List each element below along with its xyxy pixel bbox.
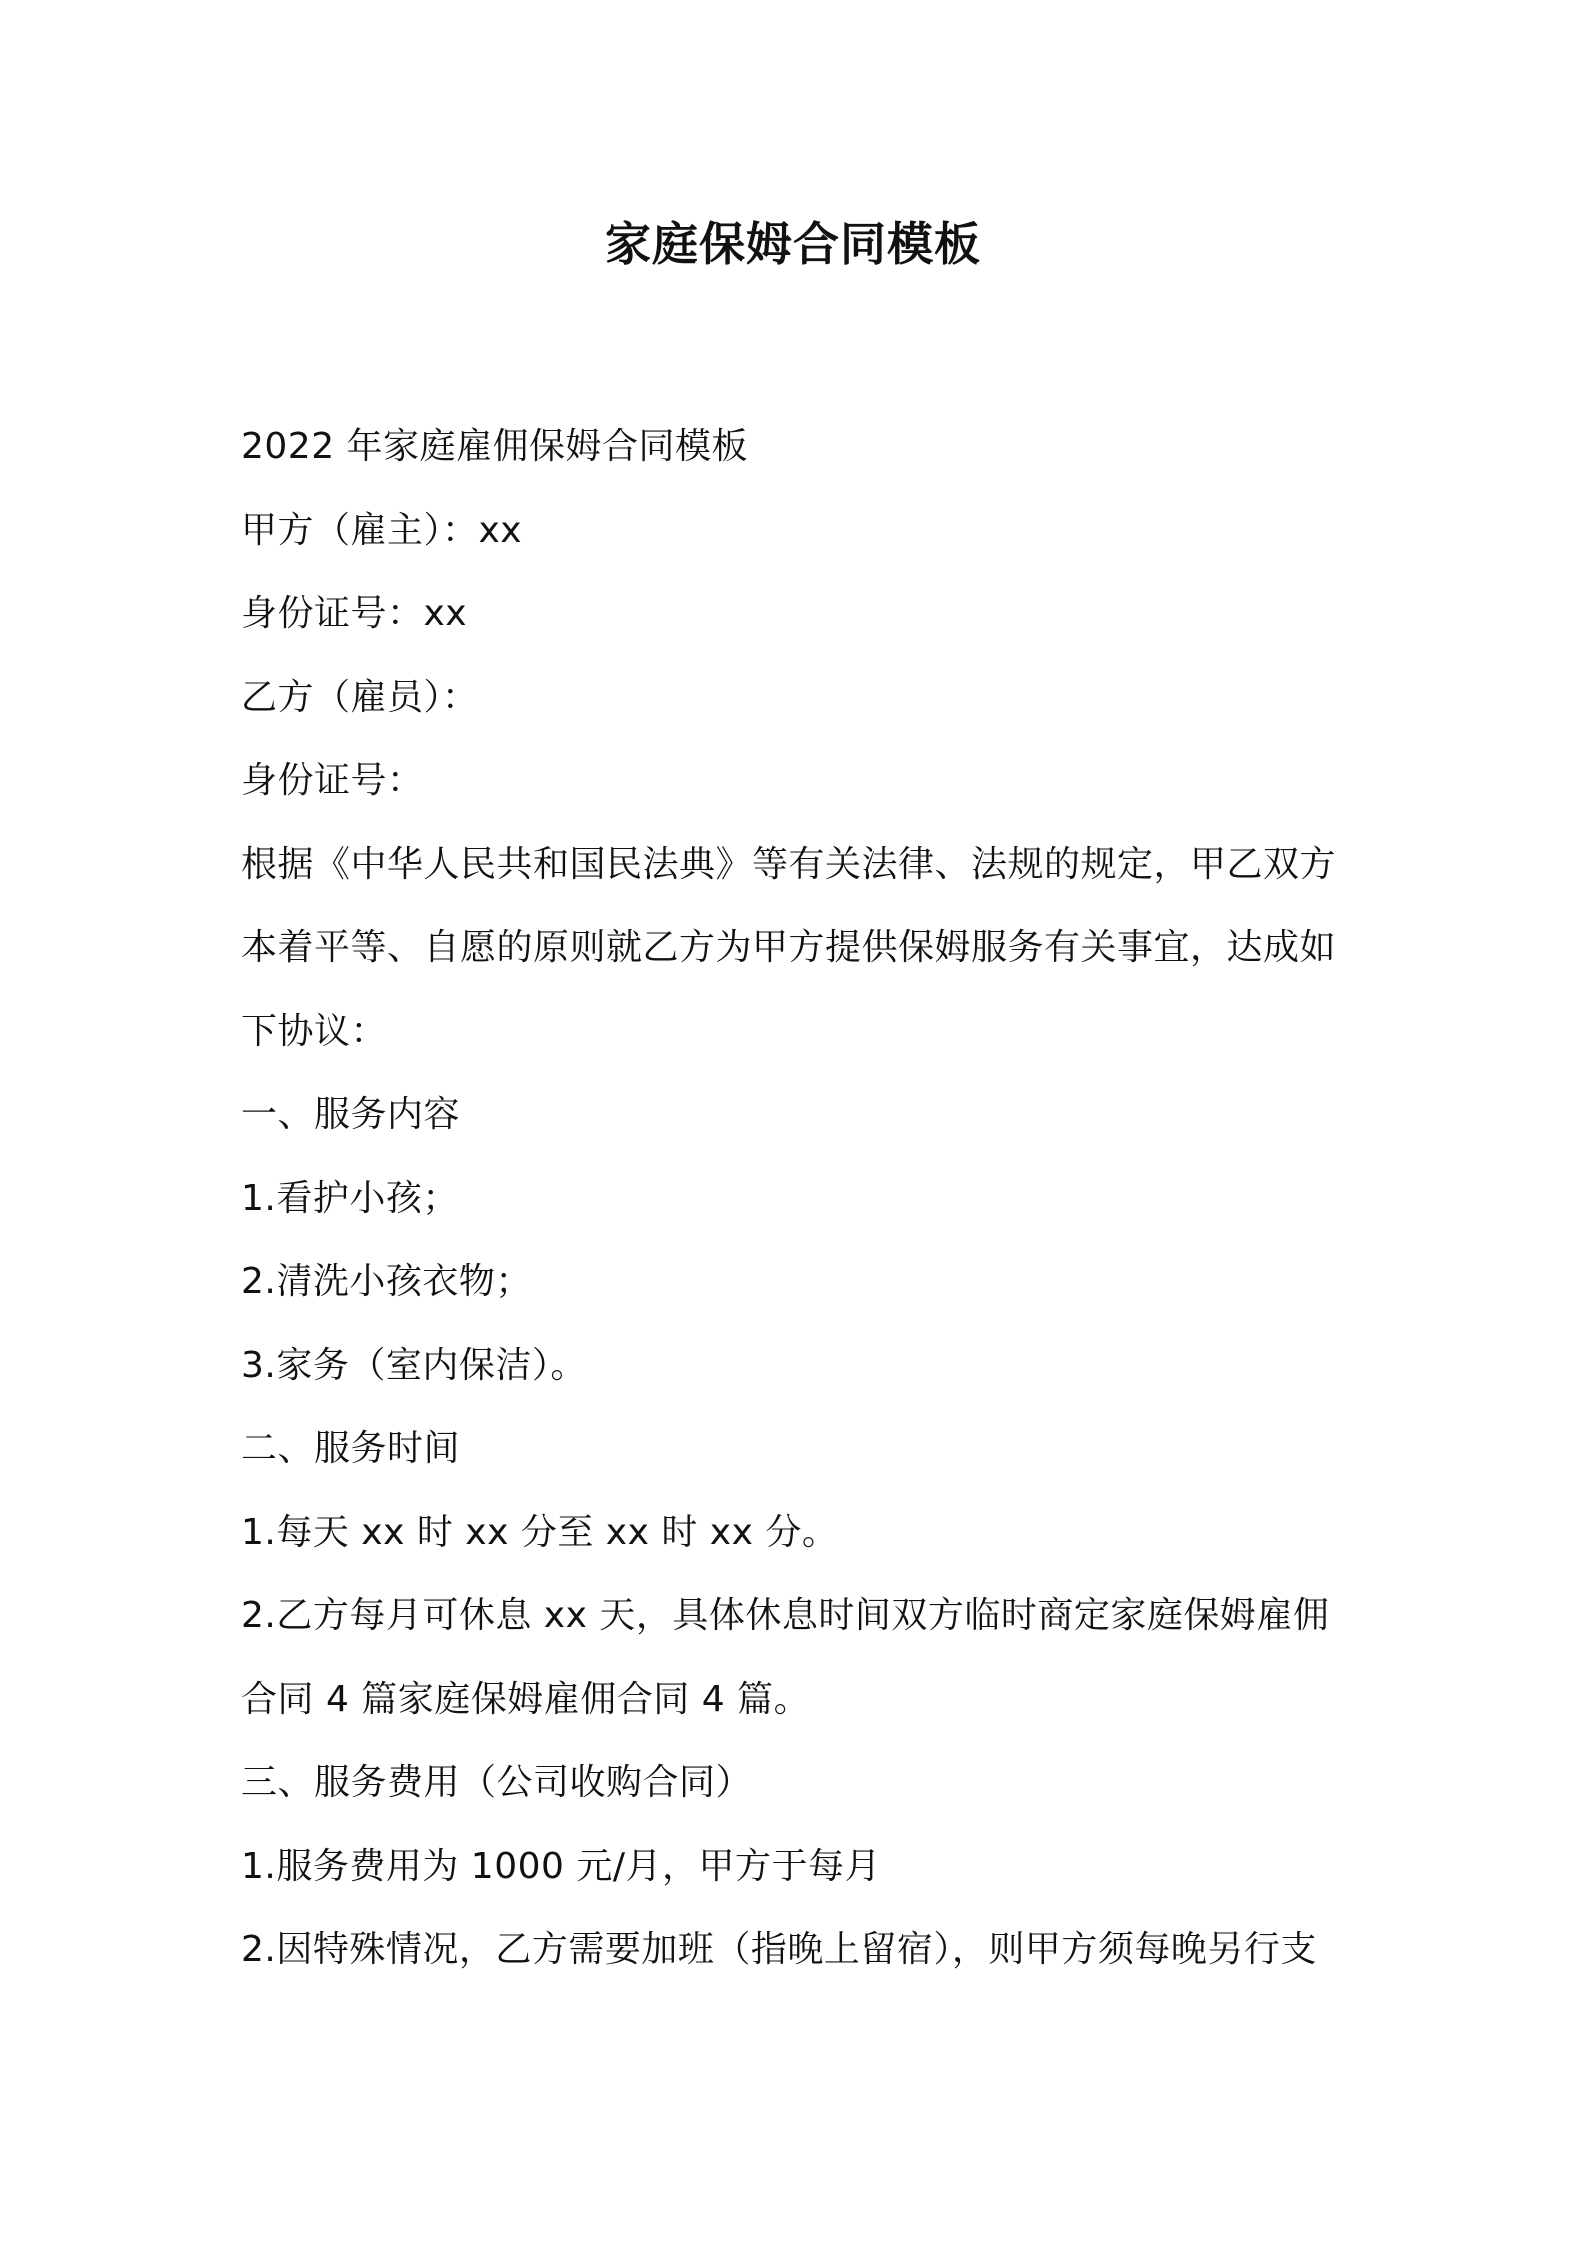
- party-a-id-line: 身份证号：xx: [241, 593, 468, 634]
- service-item-2: 2.清洗小孩衣物；: [241, 1261, 532, 1302]
- section-heading-service-time: 二、服务时间: [241, 1428, 461, 1469]
- party-b-id-line: 身份证号：: [241, 760, 424, 801]
- preamble-line-2: 本着平等、自愿的原则就乙方为甲方提供保姆服务有关事宜，达成如: [241, 927, 1337, 968]
- party-b-line: 乙方（雇员）：: [241, 676, 479, 718]
- section-heading-service-fee: 三、服务费用（公司收购合同）: [241, 1762, 753, 1803]
- fee-item-1: 1.服务费用为 1000 元/月，甲方于每月: [241, 1845, 881, 1887]
- preamble-line-3: 下协议：: [241, 1010, 388, 1052]
- section-heading-service-content: 一、服务内容: [241, 1094, 461, 1135]
- document-title: 家庭保姆合同模板: [605, 217, 981, 271]
- service-item-1: 1.看护小孩；: [241, 1177, 459, 1219]
- subtitle-line: 2022 年家庭雇佣保姆合同模板: [241, 426, 749, 467]
- time-item-2-line-2: 合同 4 篇家庭保姆雇佣合同 4 篇。: [241, 1678, 811, 1720]
- time-item-2-line-1: 2.乙方每月可休息 xx 天，具体休息时间双方临时商定家庭保姆雇佣: [241, 1595, 1330, 1636]
- document-body: [241, 405, 1361, 1992]
- fee-item-2: 2.因特殊情况，乙方需要加班（指晚上留宿），则甲方须每晚另行支: [241, 1929, 1317, 1970]
- party-a-line: 甲方（雇主）：xx: [241, 509, 523, 551]
- preamble-line-1: 根据《中华人民共和国民法典》等有关法律、法规的规定，甲乙双方: [241, 843, 1337, 885]
- service-item-3: 3.家务（室内保洁）。: [241, 1344, 587, 1386]
- time-item-1: 1.每天 xx 时 xx 分至 xx 时 xx 分。: [241, 1511, 839, 1553]
